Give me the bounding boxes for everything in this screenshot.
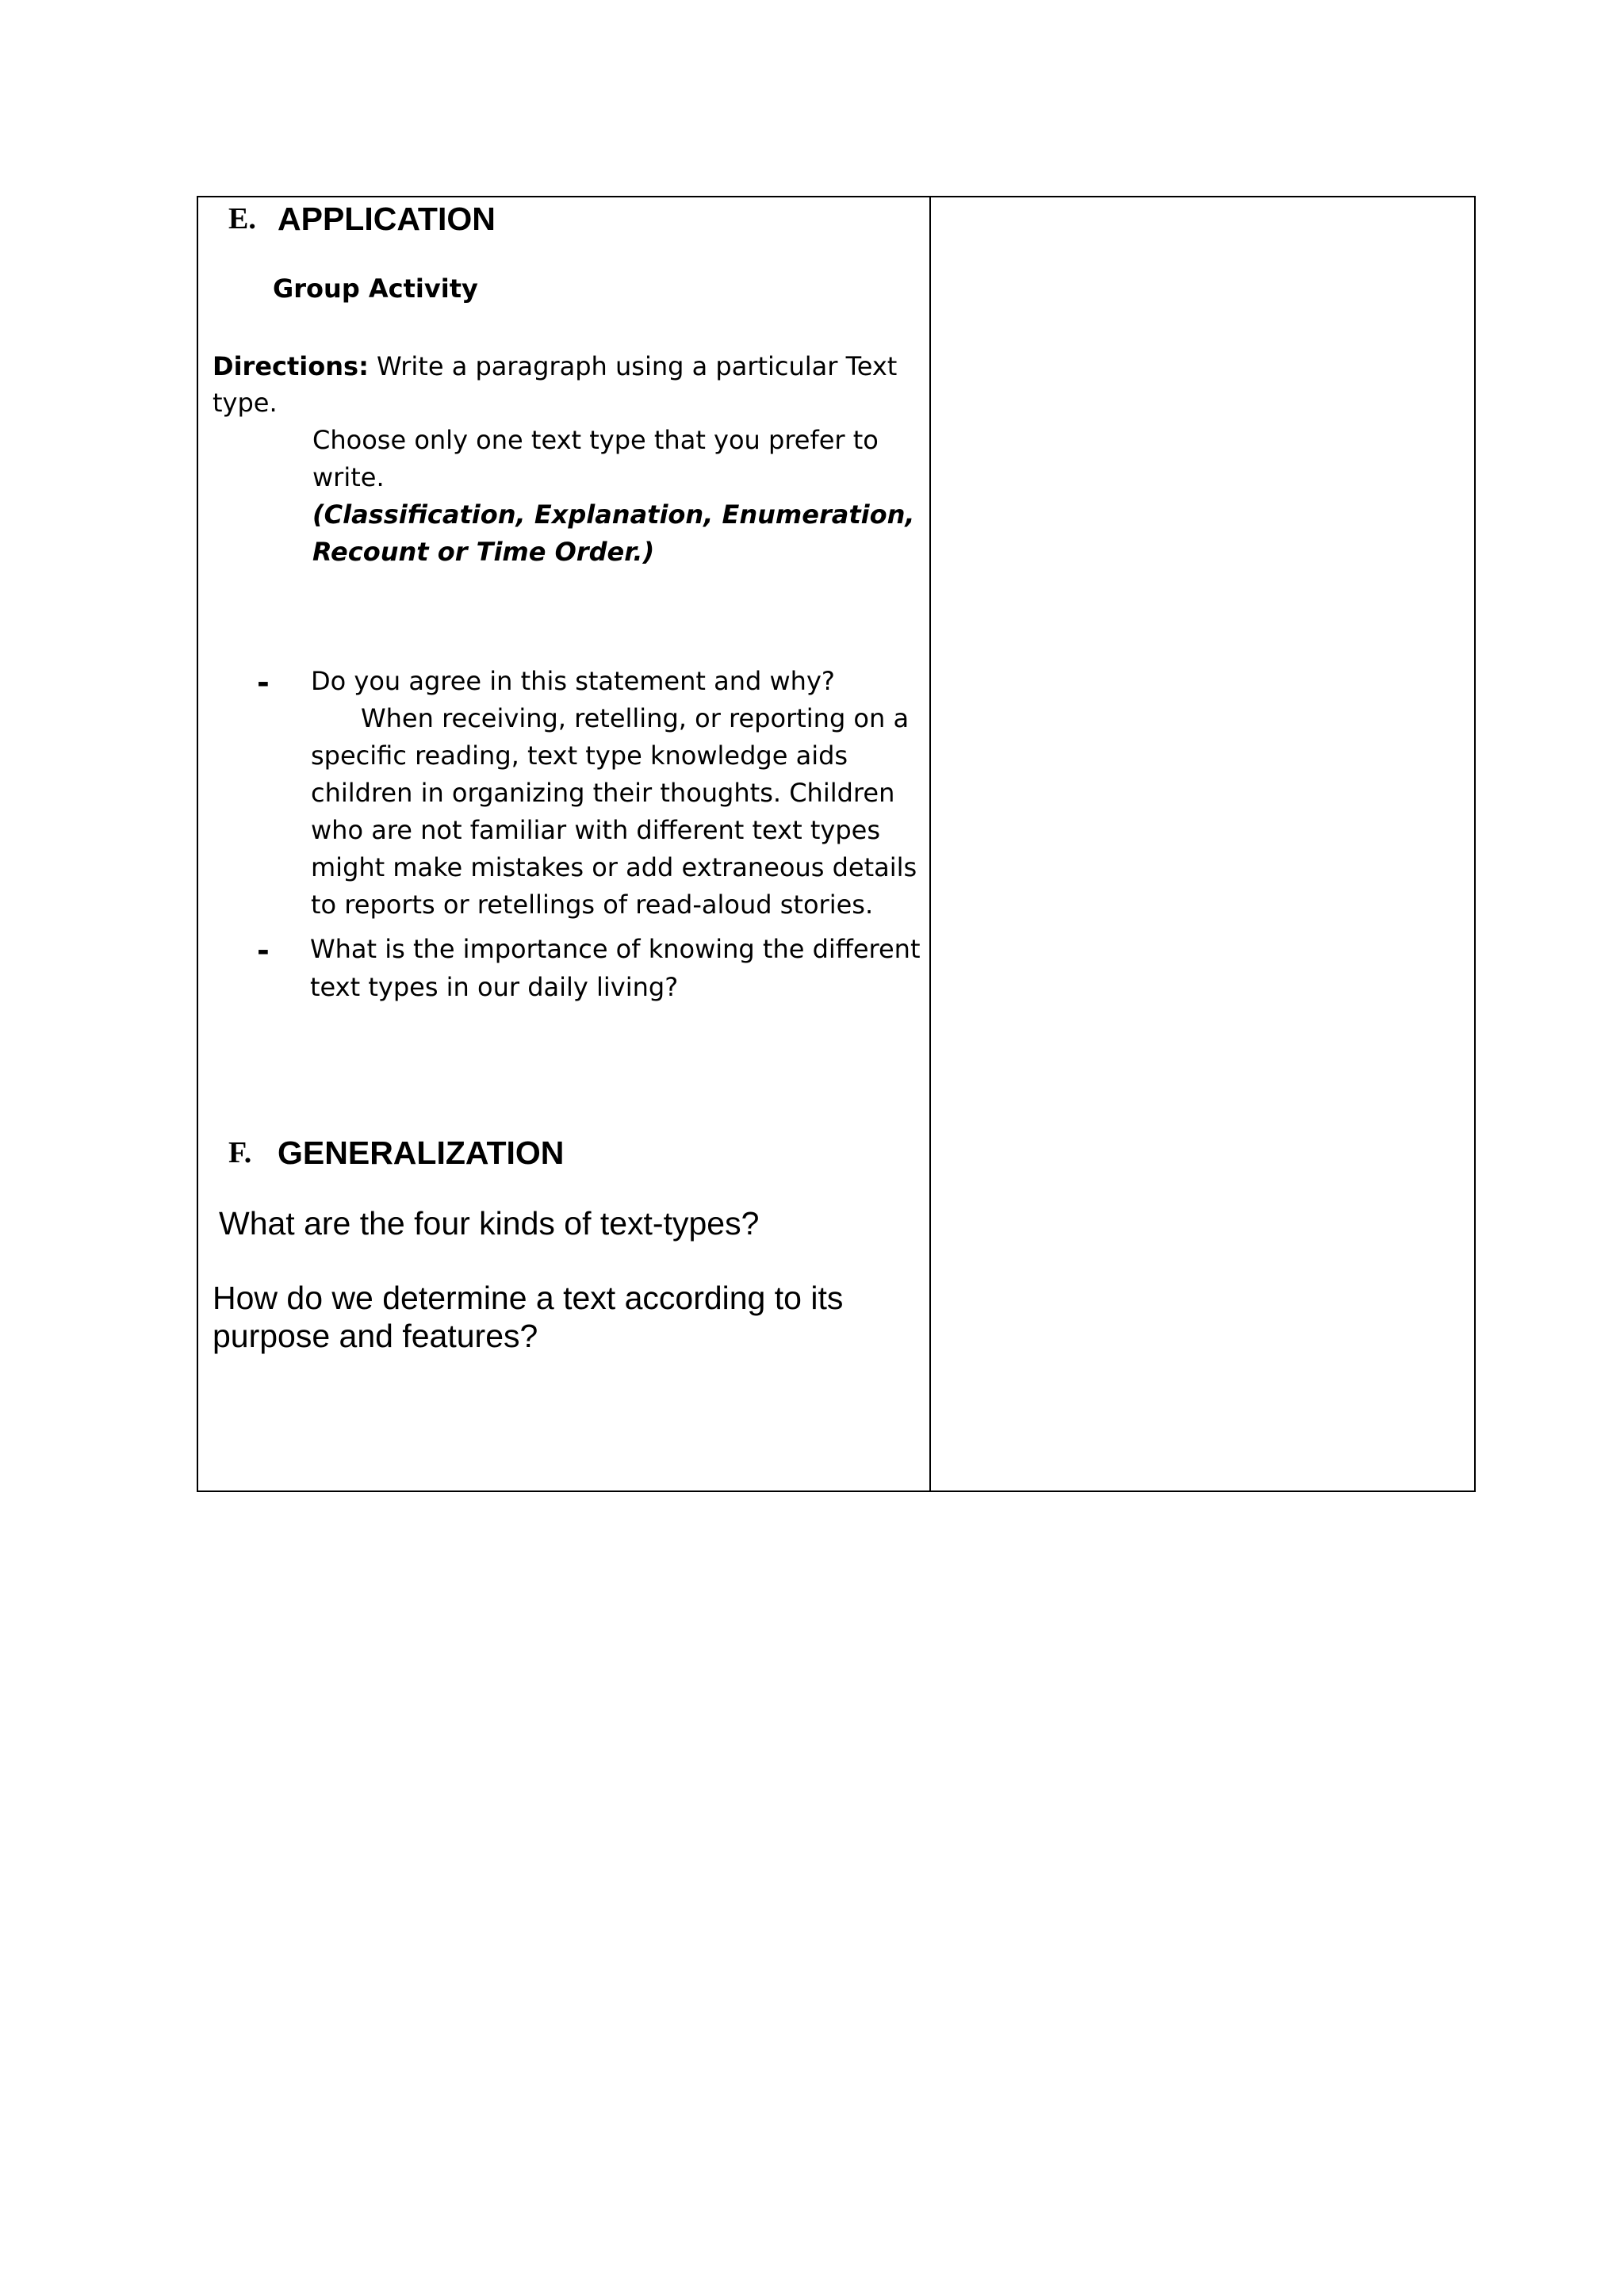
generalization-letter: F. — [228, 1136, 252, 1169]
choose-text-line-1: Choose only one text type that you prefer to — [312, 425, 879, 455]
question-importance-line-2: text types in our daily living? — [310, 972, 679, 1002]
directions-line — [213, 348, 897, 385]
application-heading: APPLICATION — [278, 201, 496, 237]
application-letter: E. — [228, 202, 256, 235]
group-activity-label: Group Activity — [273, 274, 478, 304]
statement-line: to reports or retellings of read-aloud stories. — [311, 890, 874, 920]
choose-text-line-2: write. — [312, 462, 385, 492]
question-agree: Do you agree in this statement and why? — [311, 666, 835, 696]
statement-line: When receiving, retelling, or reporting on a — [361, 703, 910, 733]
statement-line: children in organizing their thoughts. Children — [311, 778, 895, 808]
directions-text: Write a paragraph using a particular Text — [368, 351, 898, 381]
generalization-question-2-line-1: How do we determine a text according to its — [213, 1280, 844, 1316]
statement-line: specific reading, text type knowledge aids — [311, 740, 848, 771]
statement-line: might make mistakes or add extraneous details — [311, 852, 917, 882]
directions-text-continued: type. — [213, 388, 278, 418]
question-importance-line-1: What is the importance of knowing the different — [310, 934, 921, 964]
bullet-dash: - — [257, 933, 270, 968]
lesson-table — [197, 196, 1476, 1492]
text-types-line-1: (Classification, Explanation, Enumeration, — [312, 499, 915, 530]
generalization-question-2-line-2: purpose and features? — [213, 1318, 538, 1354]
bullet-dash: - — [257, 665, 270, 700]
text-types-line-2: Recount or Time Order.) — [312, 537, 655, 567]
statement-line: who are not familiar with different text types — [311, 815, 880, 845]
generalization-heading: GENERALIZATION — [278, 1135, 565, 1171]
generalization-question-1: What are the four kinds of text-types? — [219, 1205, 760, 1242]
directions-label: Directions: — [213, 351, 369, 381]
lesson-content-cell — [198, 197, 931, 1490]
empty-right-cell — [931, 197, 1474, 1490]
